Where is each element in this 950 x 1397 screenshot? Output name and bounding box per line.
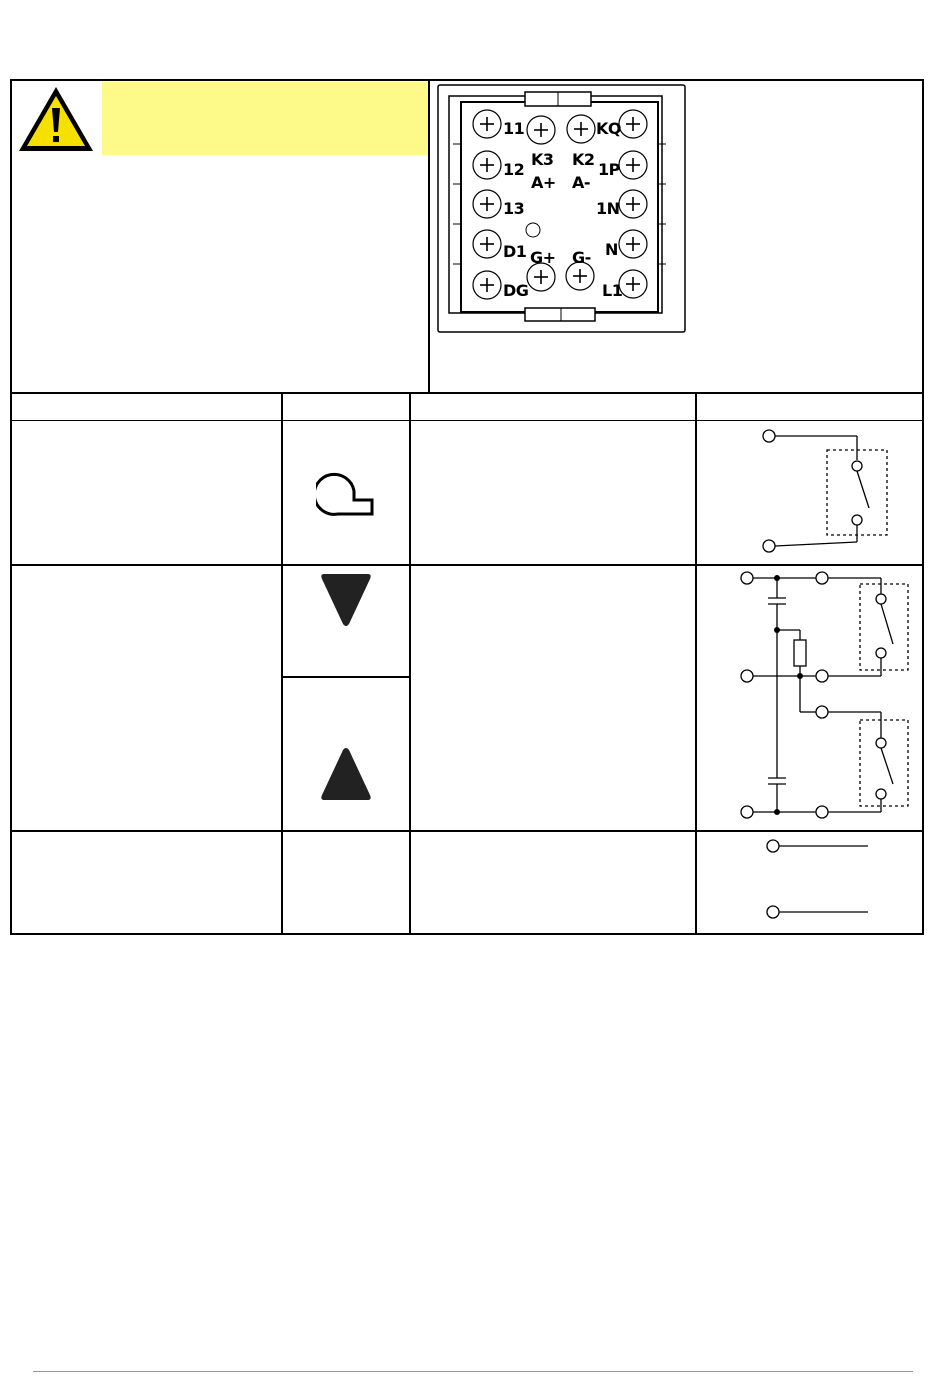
table-header-bottom bbox=[10, 420, 924, 421]
table-col-divider-1 bbox=[281, 393, 283, 934]
up-triangle-icon bbox=[318, 746, 374, 804]
terminal-label-a-minus: A- bbox=[572, 173, 591, 192]
circuit-row1-schematic bbox=[700, 422, 922, 564]
terminal-label-1p: 1P bbox=[598, 160, 620, 179]
left-border bbox=[10, 79, 12, 935]
right-border bbox=[922, 79, 924, 935]
terminal-label-g-plus: G+ bbox=[530, 248, 556, 267]
warning-highlight bbox=[102, 82, 428, 155]
top-border bbox=[10, 79, 924, 81]
terminal-label-kq: KQ bbox=[596, 119, 621, 138]
top-section-bottom-border bbox=[10, 392, 924, 394]
down-triangle-icon bbox=[318, 570, 374, 628]
terminal-block-diagram bbox=[437, 84, 687, 334]
terminal-label-dg: DG bbox=[503, 281, 529, 300]
terminal-label-d1: D1 bbox=[503, 242, 527, 261]
terminal-label-11: 11 bbox=[503, 119, 525, 138]
terminal-label-n: N bbox=[605, 240, 618, 259]
rounded-flag-symbol-icon bbox=[316, 469, 378, 519]
terminal-label-k3: K3 bbox=[531, 150, 554, 169]
terminal-label-12: 12 bbox=[503, 160, 525, 179]
top-section-divider bbox=[428, 79, 430, 393]
table-col-divider-3 bbox=[695, 393, 697, 934]
footer-rule bbox=[33, 1371, 913, 1372]
terminal-label-l1: L1 bbox=[602, 281, 623, 300]
terminal-label-g-minus: G- bbox=[572, 248, 591, 267]
terminal-label-k2: K2 bbox=[572, 150, 595, 169]
table-col-divider-2 bbox=[409, 393, 411, 934]
terminal-label-13: 13 bbox=[503, 199, 525, 218]
circuit-row2-schematic bbox=[700, 566, 922, 830]
circuit-row3-schematic bbox=[700, 832, 922, 932]
terminal-label-a-plus: A+ bbox=[531, 173, 556, 192]
warning-icon bbox=[16, 84, 96, 154]
table-bottom-border bbox=[10, 933, 924, 935]
table-row2-split bbox=[282, 676, 410, 678]
terminal-label-1n: 1N bbox=[596, 199, 620, 218]
